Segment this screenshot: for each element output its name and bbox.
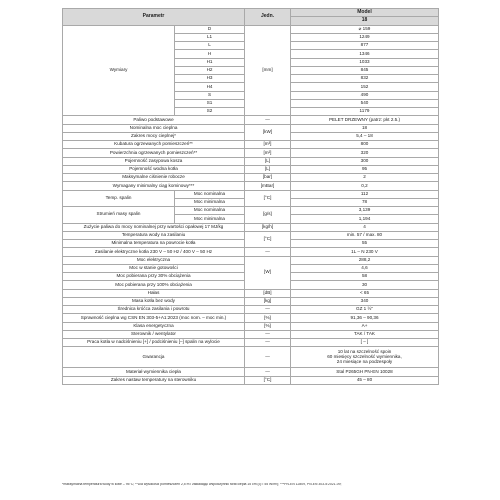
sub-label: S2 xyxy=(175,108,245,116)
value-cell: min. 57 / max. 80 xyxy=(291,231,439,239)
row-masa xyxy=(63,297,439,305)
unit-cell: — xyxy=(245,347,291,368)
param-label: Kubatura ogrzewanych pomieszczeń** xyxy=(63,141,245,149)
value-cell: 300 xyxy=(291,157,439,165)
unit-cell: — xyxy=(245,248,291,256)
unit-cell: [W] xyxy=(245,256,291,289)
value-cell: 152 xyxy=(291,83,439,91)
value-cell: 58 xyxy=(291,273,439,281)
unit-cell: [g/s] xyxy=(245,207,291,224)
param-label: Hałas xyxy=(63,289,245,297)
model-number: 18 xyxy=(291,17,439,25)
value-cell: 800 xyxy=(291,141,439,149)
sub-label: H3 xyxy=(175,75,245,83)
row-material xyxy=(63,368,439,376)
value-cell: TAK / TAK xyxy=(291,330,439,338)
value-cell: 91,36 – 90,36 xyxy=(291,314,439,322)
unit-header: Jedn. xyxy=(245,9,291,26)
param-label: Nominalna moc cieplna xyxy=(63,124,245,132)
unit-cell: — xyxy=(245,368,291,376)
unit-cell: [m³] xyxy=(245,141,291,149)
row-moc_group xyxy=(63,124,439,132)
unit-cell: — xyxy=(245,116,291,124)
unit-cell: [kW] xyxy=(245,124,291,141)
parameter-table xyxy=(62,8,439,385)
value-cell: 4 xyxy=(291,223,439,231)
value-cell: 5,4 – 18 xyxy=(291,132,439,140)
value-cell: PELET DRZEWNY (patrz: pkt 2.5.) xyxy=(291,116,439,124)
value-cell: 490 xyxy=(291,91,439,99)
param-label: Wymiary xyxy=(63,25,175,116)
unit-cell: [mBar] xyxy=(245,182,291,190)
value-cell xyxy=(291,347,439,368)
row-wymiary xyxy=(63,25,439,33)
value-cell: GZ 1 ½" xyxy=(291,306,439,314)
row-srednica xyxy=(63,306,439,314)
param-label: Pojemność zasypowa kosza xyxy=(63,157,245,165)
row-zasilanie xyxy=(63,248,439,256)
param-label: Zasilanie elektryczne kotła 230 V – 50 Hz / 400 V – 50 Hz xyxy=(63,248,245,256)
value-cell: 55 xyxy=(291,240,439,248)
param-label: Zużycie paliwa do mocy nominalnej przy wartości opałowej 17 MJ/kg xyxy=(63,223,245,231)
footnote: *maksymalna temperatura wody w kotle – 95°C; **Dla wysokości pomieszczeń 2,5 m i zakładając współczynnik strat ciepła 15 cm (q = 55 W/m²); ***PN-EN 12809, PN-EN 303-5:2021-09; xyxy=(62,483,342,486)
row-halas xyxy=(63,289,439,297)
row-paliwo xyxy=(63,116,439,124)
param-label: Materiał wymiennika ciepła xyxy=(63,368,245,376)
row-temp_group xyxy=(63,231,439,239)
row-pojemnosc_kosza xyxy=(63,157,439,165)
param-label: Średnica króćca zasilania i powrotu xyxy=(63,306,245,314)
param-label: Paliwo podstawowe xyxy=(63,116,245,124)
value-cell: 1346 xyxy=(291,50,439,58)
unit-cell: [m²] xyxy=(245,149,291,157)
value-cell: < 65 xyxy=(291,289,439,297)
warranty-line: 24 miesiące na podzespoły xyxy=(336,358,393,364)
param-label: Pojemność wodna kotła xyxy=(63,165,245,173)
value-cell: 845 xyxy=(291,66,439,74)
value-cell: ⌀ 159 xyxy=(291,25,439,33)
unit-cell: [L] xyxy=(245,157,291,165)
row-pojemnosc_wodna xyxy=(63,165,439,173)
unit-cell: [°C] xyxy=(245,190,291,207)
value-cell: 112 xyxy=(291,190,439,198)
param-label: Praca kotła w nadciśnieniu [+] / podciśnieniu [–] spalin na wylocie xyxy=(63,339,245,347)
param-label: Moc pobierana przy 100% obciążenia xyxy=(63,281,245,289)
param-label: Masa kotła bez wody xyxy=(63,297,245,305)
unit-cell: [bar] xyxy=(245,174,291,182)
param-label: Temperatura wody na zasilaniu xyxy=(63,231,245,239)
row-klasa xyxy=(63,322,439,330)
param-label: Wymagany minimalny ciąg kominowy*** xyxy=(63,182,245,190)
row-praca xyxy=(63,339,439,347)
value-cell: 4,6 xyxy=(291,264,439,272)
unit-cell: [°C] xyxy=(245,376,291,384)
param-label: Sprawność cieplna wg CSN EN 303-5+A1:2023 (moc nom. – moc min.) xyxy=(63,314,245,322)
row-strumien xyxy=(63,207,439,215)
param-label: Powierzchnia ogrzewanych pomieszczeń** xyxy=(63,149,245,157)
row-moc_el xyxy=(63,256,439,264)
value-cell: 45 – 80 xyxy=(291,376,439,384)
value-cell: 1L – N 230 V xyxy=(291,248,439,256)
row-kubatura xyxy=(63,141,439,149)
param-label: Zakres mocy cieplnej* xyxy=(63,132,245,140)
unit-cell: [L] xyxy=(245,165,291,173)
row-sterownik xyxy=(63,330,439,338)
unit-cell: [°C] xyxy=(245,231,291,248)
sub-label: H xyxy=(175,50,245,58)
sub-label: H1 xyxy=(175,58,245,66)
value-cell: 0,2 xyxy=(291,182,439,190)
parametr-header: Parametr xyxy=(63,9,245,26)
row-powierzchnia xyxy=(63,149,439,157)
value-cell: 1249 xyxy=(291,33,439,41)
value-cell: Stal P265GH PN-EN 10028 xyxy=(291,368,439,376)
unit-cell: [mm] xyxy=(245,25,291,116)
unit-cell: [dB] xyxy=(245,289,291,297)
sub-label: H4 xyxy=(175,83,245,91)
param-label: Gwarancja xyxy=(63,347,245,368)
unit-cell: [kg] xyxy=(245,297,291,305)
sub-label: Moc minimalna xyxy=(175,215,245,223)
value-cell: 340 xyxy=(291,297,439,305)
row-zuzycie xyxy=(63,223,439,231)
value-cell: 1179 xyxy=(291,108,439,116)
value-cell: 877 xyxy=(291,42,439,50)
value-cell: [ – ] xyxy=(291,339,439,347)
value-cell: 95 xyxy=(291,165,439,173)
sub-label: Moc nominalna xyxy=(175,207,245,215)
param-label: Sterownik / wentylator xyxy=(63,330,245,338)
value-cell: 2 xyxy=(291,174,439,182)
warranty-line: 10 lat na szczelność spoin xyxy=(337,349,392,355)
unit-cell: [%] xyxy=(245,314,291,322)
unit-cell: — xyxy=(245,339,291,347)
sub-label: H2 xyxy=(175,66,245,74)
sub-label: D xyxy=(175,25,245,33)
value-cell: 18 xyxy=(291,124,439,132)
row-cisnienie xyxy=(63,174,439,182)
param-label: Strumień masy spalin xyxy=(63,207,175,224)
sub-label: Moc minimalna xyxy=(175,198,245,206)
sub-label: S xyxy=(175,91,245,99)
sub-label: L1 xyxy=(175,33,245,41)
value-cell: 3,139 xyxy=(291,207,439,215)
unit-cell: [%] xyxy=(245,322,291,330)
row-temp_spalin xyxy=(63,190,439,198)
param-label: Maksymalne ciśnienie robocze xyxy=(63,174,245,182)
param-label: Minimalna temperatura na powrocie kotła xyxy=(63,240,245,248)
param-label: Moc elektryczna xyxy=(63,256,245,264)
param-label: Moc w stanie gotowości xyxy=(63,264,245,272)
row-gwarancja xyxy=(63,347,439,368)
sub-label: Moc nominalna xyxy=(175,190,245,198)
model-header: Model xyxy=(291,9,439,17)
param-label: Moc pobierana przy 30% obciążenia xyxy=(63,273,245,281)
sub-label: S1 xyxy=(175,99,245,107)
value-cell: 78 xyxy=(291,198,439,206)
row-sprawnosc xyxy=(63,314,439,322)
row-ciag xyxy=(63,182,439,190)
param-label: Zakres nastaw temperatury na sterowniku xyxy=(63,376,245,384)
value-cell: A+ xyxy=(291,322,439,330)
value-cell: 1,194 xyxy=(291,215,439,223)
value-cell: 1033 xyxy=(291,58,439,66)
unit-cell: — xyxy=(245,330,291,338)
header-row xyxy=(63,9,439,17)
value-cell: 320 xyxy=(291,149,439,157)
sub-label: L xyxy=(175,42,245,50)
param-label: Temp. spalin xyxy=(63,190,175,207)
warranty-line: 60 miesięcy szczelność wymiennika, xyxy=(327,353,402,359)
value-cell: 288,2 xyxy=(291,256,439,264)
value-cell: 832 xyxy=(291,75,439,83)
param-label: Klasa energetyczna xyxy=(63,322,245,330)
value-cell: 30 xyxy=(291,281,439,289)
unit-cell: [kg/h] xyxy=(245,223,291,231)
unit-cell: — xyxy=(245,306,291,314)
row-zakres_temp xyxy=(63,376,439,384)
value-cell: 540 xyxy=(291,99,439,107)
